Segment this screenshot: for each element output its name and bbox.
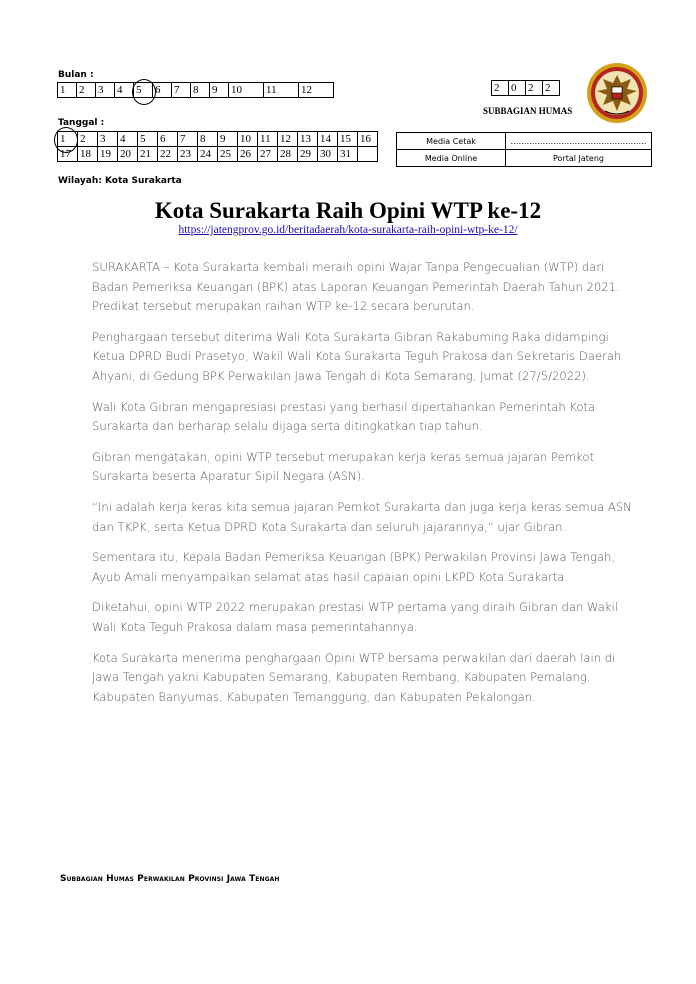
grid-cell: 5 — [138, 132, 158, 147]
paragraph: Diketahui, opini WTP 2022 merupakan prestasi WTP pertama yang diraih Gibran dan Wakil Wali Kota Teguh Prakosa dalam masa pemerintahannya. — [92, 600, 618, 634]
grid-cell: 1 — [58, 132, 78, 147]
grid-cell: 2 — [492, 81, 509, 96]
media-online-value: Portal Jateng — [506, 150, 652, 167]
grid-cell: 16 — [358, 132, 378, 147]
grid-cell: 19 — [98, 147, 118, 162]
tanggal-label: Tanggal : — [58, 118, 105, 128]
grid-cell: 9 — [210, 83, 229, 98]
grid-cell: 2 — [526, 81, 543, 96]
article-url-link[interactable]: https://jatengprov.go.id/beritadaerah/kota-surakarta-raih-opini-wtp-ke-12/ — [178, 224, 518, 236]
paragraph: Sementara itu, Kepala Badan Pemeriksa Keuangan (BPK) Perwakilan Provinsi Jawa Tengah, Ayub Amali menyampaikan selamat atas hasil capaian opini LKPD Kota Surakarta. — [92, 550, 616, 584]
paragraph: SURAKARTA – Kota Surakarta kembali meraih opini Wajar Tanpa Pengecualian (WTP) dari Badan Pemeriksa Keuangan (BPK) atas Laporan Keuangan Pemerintah Daerah Tahun 2021. Predikat tersebut merupakan raihan WTP ke-12 secara berurutan. — [92, 260, 620, 314]
grid-cell: 7 — [172, 83, 191, 98]
grid-cell: 4 — [118, 132, 138, 147]
paragraph: Wali Kota Gibran mengapresiasi prestasi yang berhasil dipertahankan Pemerintah Kota Surakarta dan berharap selalu dijaga serta ditingkatkan tiap tahun. — [92, 399, 596, 434]
grid-cell: 12 — [299, 83, 334, 98]
grid-cell: 12 — [278, 132, 298, 147]
grid-cell: 0 — [509, 81, 526, 96]
wilayah-label: Wilayah: Kota Surakarta — [58, 176, 182, 186]
grid-cell: 26 — [238, 147, 258, 162]
garuda-emblem-icon — [585, 61, 649, 125]
grid-cell: 14 — [318, 132, 338, 147]
grid-cell: 2 — [543, 81, 560, 96]
media-table — [396, 132, 652, 167]
footer-org: Subbagian Humas Perwakilan Provinsi Jawa Tengah — [60, 874, 280, 884]
org-label: SUBBAGIAN HUMAS — [483, 106, 573, 116]
grid-cell: 22 — [158, 147, 178, 162]
grid-cell: 18 — [78, 147, 98, 162]
grid-cell: 11 — [258, 132, 278, 147]
grid-cell: 3 — [96, 83, 115, 98]
grid-cell: 6 — [153, 83, 172, 98]
month-grid — [57, 82, 334, 98]
grid-cell: 17 — [58, 147, 78, 162]
article-body — [92, 258, 642, 718]
grid-cell: 1 — [58, 83, 77, 98]
paragraph: Penghargaan tersebut diterima Wali Kota Surakarta Gibran Rakabuming Raka didampingi Ketua DPRD Budi Prasetyo, Wakil Wali Kota Surakarta Teguh Prakosa dan Sekretaris Daerah Ahyani, di Gedung BPK Perwakilan Jawa Tengah di Kota Semarang, Jumat (27/5/2022). — [92, 329, 622, 383]
article-title: Kota Surakarta Raih Opini WTP ke-12 — [154, 198, 542, 223]
grid-cell: 23 — [178, 147, 198, 162]
bulan-label: Bulan : — [58, 70, 94, 80]
grid-cell — [134, 83, 153, 98]
grid-cell: 24 — [198, 147, 218, 162]
grid-cell: 9 — [218, 132, 238, 147]
media-online-label: Media Online — [397, 150, 506, 167]
grid-cell: 10 — [238, 132, 258, 147]
selected-circle: 5 — [136, 84, 142, 96]
grid-cell: 21 — [138, 147, 158, 162]
grid-cell: 31 — [338, 147, 358, 162]
paragraph: Gibran mengatakan, opini WTP tersebut merupakan kerja keras semua jajaran Pemkot Surakarta beserta Aparatur Sipil Negara (ASN). — [92, 449, 594, 484]
grid-cell: 7 — [178, 132, 198, 147]
grid-cell: 25 — [218, 147, 238, 162]
grid-cell: 8 — [198, 132, 218, 147]
paragraph: “Ini adalah kerja keras kita semua jajaran Pemkot Surakarta dan juga kerja keras semua ASN dan TKPK, serta Ketua DPRD Kota Surakarta dan seluruh jajarannya,” ujar Gibran. — [92, 499, 632, 534]
grid-cell — [318, 147, 338, 162]
grid-cell: 20 — [118, 147, 138, 162]
grid-cell: 29 — [298, 147, 318, 162]
year-box — [491, 80, 560, 96]
grid-cell: 11 — [264, 83, 299, 98]
day-grid — [57, 131, 378, 162]
grid-cell: 4 — [115, 83, 134, 98]
media-cetak-value: …………………………………………… — [506, 133, 652, 150]
grid-cell: 28 — [278, 147, 298, 162]
grid-cell: 27 — [258, 147, 278, 162]
grid-cell — [358, 147, 378, 162]
grid-cell: 6 — [158, 132, 178, 147]
grid-cell: 2 — [77, 83, 96, 98]
paragraph: Kota Surakarta menerima penghargaan Opini WTP bersama perwakilan dari daerah lain di Jawa Tengah yakni Kabupaten Semarang, Kabupaten Rembang, Kabupaten Pemalang, Kabupaten Banyumas, Kabupaten Temanggung, dan Kabupaten Pekalongan. — [92, 650, 616, 704]
selected-circle: 30 — [320, 148, 331, 160]
media-cetak-label: Media Cetak — [397, 133, 506, 150]
grid-cell: 2 — [78, 132, 98, 147]
grid-cell: 10 — [229, 83, 264, 98]
grid-cell: 8 — [191, 83, 210, 98]
grid-cell: 15 — [338, 132, 358, 147]
grid-cell: 3 — [98, 132, 118, 147]
grid-cell: 13 — [298, 132, 318, 147]
